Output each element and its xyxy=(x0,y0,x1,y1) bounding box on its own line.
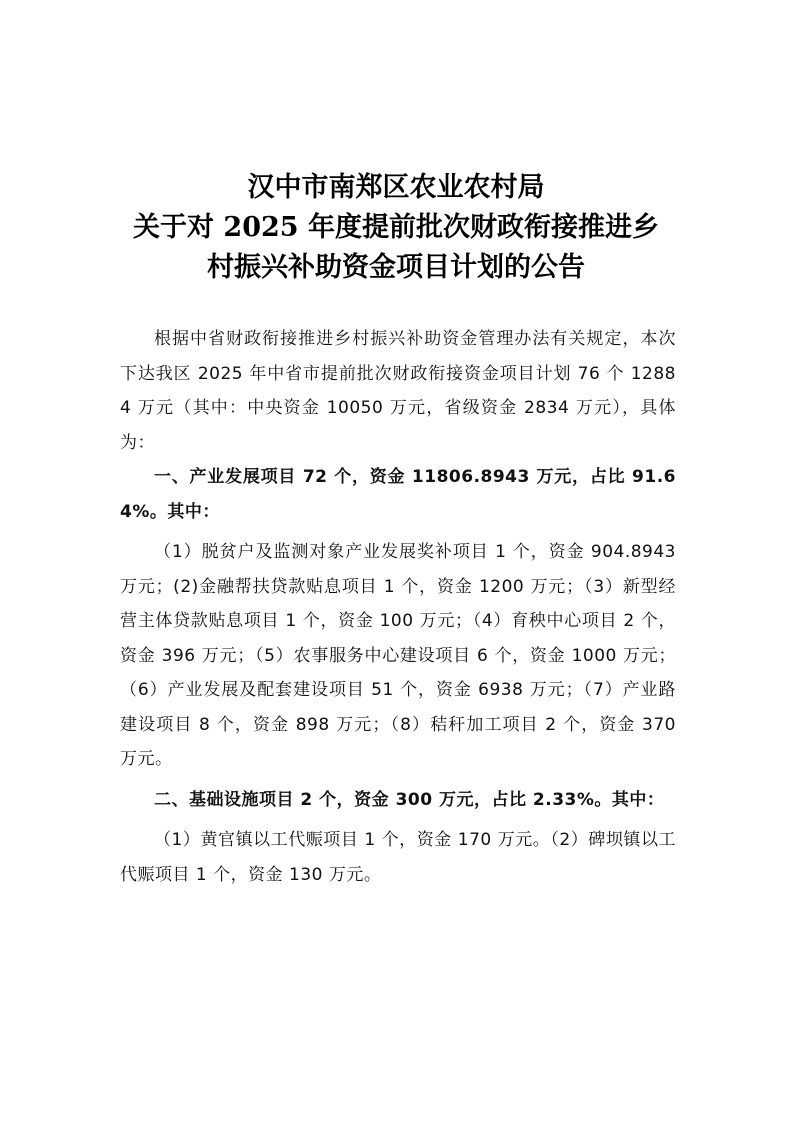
document-title xyxy=(96,168,696,288)
section-2-heading: 二、基础设施项目 2 个，资金 300 万元，占比 2.33%。其中： xyxy=(154,789,665,810)
section-1-detail: （1）脱贫户及监测对象产业发展奖补项目 1 个，资金 904.8943 万元；(2)金融帮扶贷款贴息项目 1 个，资金 1200 万元；（3）新型经营主体贷款贴息项目 1 个，资金 100 万元；（4）育秧中心项目 2 个，资金 396 万元；（5）农事服务中心建设项目 6 个，资金 1000 万元；（6）产业发展及配套建设项目 51 个，资金 6938 万元；（7）产业路建设项目 8 个，资金 898 万元；（8）秸秆加工项目 2 个，资金 370 万元。 xyxy=(120,542,676,769)
document-body xyxy=(120,322,676,892)
title-line-3: 村振兴补助资金项目计划的公告 xyxy=(207,252,585,283)
section-1-heading: 一、产业发展项目 72 个，资金 11806.8943 万元，占比 91.64%。其中： xyxy=(120,467,676,522)
section-2-detail: （1）黄官镇以工代赈项目 1 个，资金 170 万元。（2）碑坝镇以工代赈项目 1 个，资金 130 万元。 xyxy=(120,830,676,885)
intro-paragraph: 根据中省财政衔接推进乡村振兴补助资金管理办法有关规定，本次下达我区 2025 年中省市提前批次财政衔接资金项目计划 76 个 12884 万元（其中：中央资金 10050 万元，省级资金 2834 万元），具体为： xyxy=(120,329,676,453)
title-line-2: 关于对 2025 年度提前批次财政衔接推进乡 xyxy=(133,212,659,243)
title-line-1: 汉中市南郑区农业农村局 xyxy=(247,172,545,203)
